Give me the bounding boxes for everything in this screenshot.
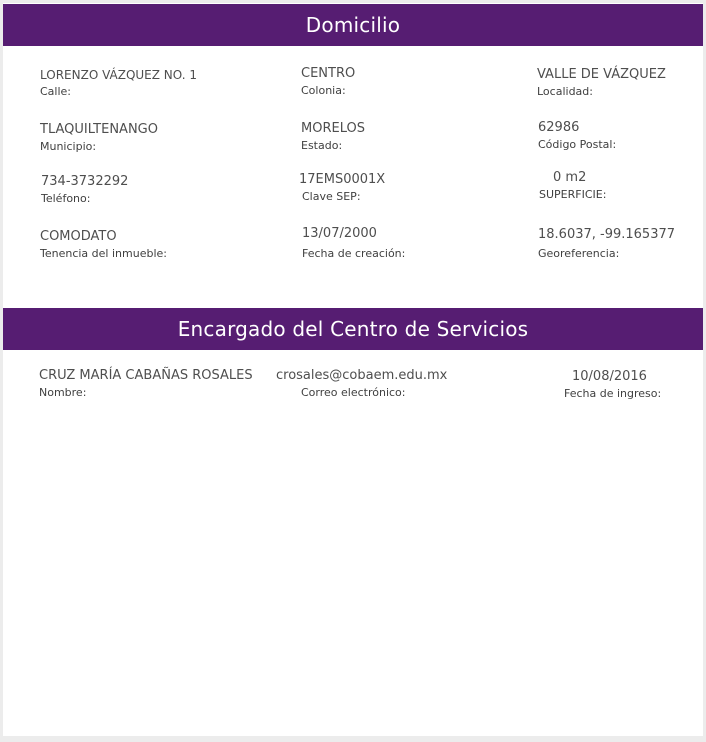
fecha-ingreso-label: Fecha de ingreso: [564, 387, 662, 400]
municipio-label: Municipio: [40, 140, 97, 153]
field-telefono [41, 174, 128, 206]
field-codigo-postal [538, 120, 616, 152]
field-tenencia [40, 229, 167, 261]
calle-label: Calle: [40, 85, 72, 98]
correo-value: crosales@cobaem.edu.mx [276, 368, 448, 383]
calle-value: LORENZO VÁZQUEZ NO. 1 [40, 68, 197, 82]
telefono-label: Teléfono: [41, 192, 91, 205]
field-superficie [539, 170, 606, 202]
superficie-label: SUPERFICIE: [539, 188, 607, 201]
estado-value: MORELOS [301, 121, 365, 136]
municipio-value: TLAQUILTENANGO [40, 122, 158, 137]
field-nombre [39, 368, 253, 400]
field-fecha-ingreso [564, 369, 661, 401]
georeferencia-label: Georeferencia: [538, 247, 620, 260]
localidad-value: VALLE DE VÁZQUEZ [537, 67, 666, 82]
codigo-postal-label: Código Postal: [538, 138, 617, 151]
field-georeferencia [538, 227, 675, 261]
field-fecha-creacion [302, 226, 405, 261]
colonia-label: Colonia: [301, 84, 346, 97]
superficie-value: 0 m2 [553, 170, 587, 185]
clave-sep-label: Clave SEP: [302, 190, 361, 203]
telefono-value: 734-3732292 [41, 174, 129, 189]
estado-label: Estado: [301, 139, 343, 152]
clave-sep-value: 17EMS0001X [299, 172, 386, 187]
field-localidad [537, 67, 666, 99]
colonia-value: CENTRO [301, 66, 356, 81]
field-estado [301, 121, 365, 153]
fecha-ingreso-value: 10/08/2016 [572, 369, 647, 384]
field-municipio [40, 122, 158, 154]
fecha-creacion-label: Fecha de creación: [302, 247, 406, 260]
domicilio-header: Domicilio [3, 4, 703, 46]
codigo-postal-value: 62986 [538, 120, 580, 135]
field-colonia [301, 66, 355, 98]
fecha-creacion-value: 13/07/2000 [302, 226, 377, 241]
field-calle [40, 67, 197, 99]
info-card [3, 3, 703, 736]
field-clave-sep [299, 172, 385, 204]
tenencia-label: Tenencia del inmueble: [40, 247, 167, 260]
localidad-label: Localidad: [537, 85, 593, 98]
field-correo [276, 368, 447, 400]
nombre-value: CRUZ MARÍA CABAÑAS ROSALES [39, 368, 253, 383]
nombre-label: Nombre: [39, 386, 87, 399]
georeferencia-value: 18.6037, -99.165377 [538, 227, 676, 242]
tenencia-value: COMODATO [40, 229, 117, 244]
encargado-header: Encargado del Centro de Servicios [3, 308, 703, 350]
correo-label: Correo electrónico: [301, 386, 406, 399]
